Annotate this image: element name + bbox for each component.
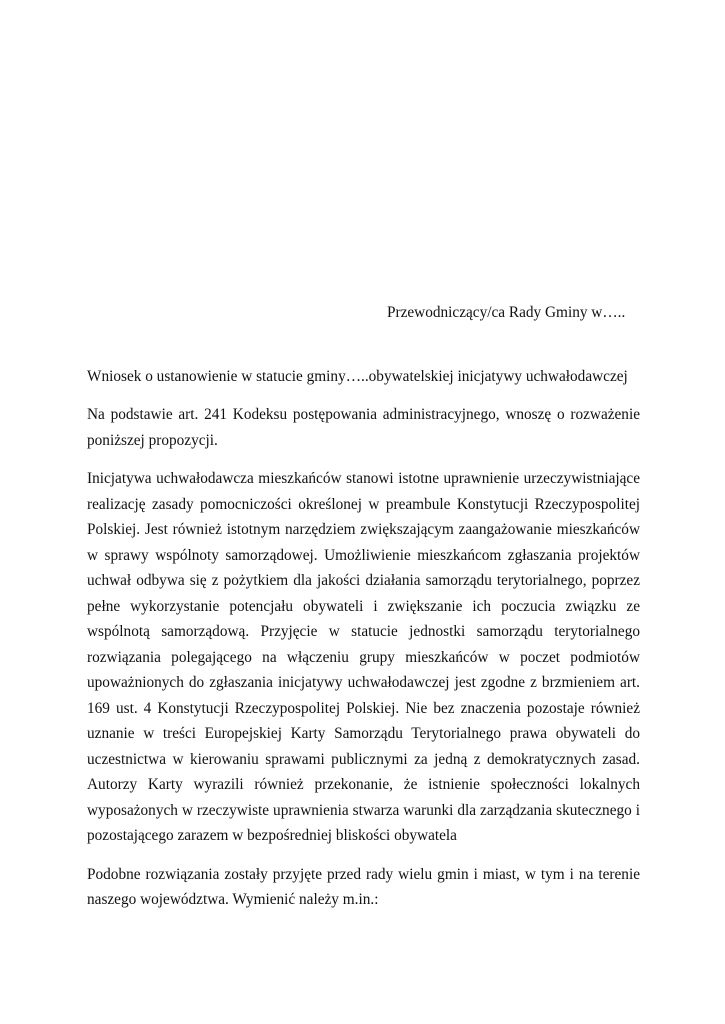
paragraph-legal-basis: Na podstawie art. 241 Kodeksu postępowania administracyjnego, wnoszę o rozważenie poniższej propozycji. xyxy=(87,406,640,449)
subject-line: Wniosek o ustanowienie w statucie gminy…..obywatelskiej inicjatywy uchwałodawczej xyxy=(87,368,628,385)
addressee-line: Przewodniczący/ca Rady Gminy w….. xyxy=(387,304,626,321)
paragraph-examples: Podobne rozwiązania zostały przyjęte przed rady wielu gmin i miast, w tym i na terenie naszego województwa. Wymienić należy m.in.: xyxy=(87,865,640,908)
document-body xyxy=(87,402,640,926)
paragraph-justification: Inicjatywa uchwałodawcza mieszkańców stanowi istotne uprawnienie urzeczywistniające realizację zasady pomocniczości określonej w preambule Konstytucji Rzeczypospolitej Polskiej. Jest również istotnym narzędziem zwiększającym zaangażowanie mieszkańców w sprawy wspólnoty samorządowej. Umożliwienie mieszkańcom zgłaszania projektów uchwał odbywa się z pożytkiem dla jakości działania samorządu terytorialnego, poprzez pełne wykorzystanie potencjału obywateli i zwiększanie ich poczucia związku ze wspólnotą samorządową. Przyjęcie w statucie jednostki samorządu terytorialnego rozwiązania polegającego na włączeniu grupy mieszkańców w poczet podmiotów upoważnionych do zgłaszania inicjatywy uchwałodawczej jest zgodne z brzmieniem art. 169 ust. 4 Konstytucji Rzeczypospolitej Polskiej. Nie bez znaczenia pozostaje również uznanie w treści Europejskiej Karty Samorządu Terytorialnego prawa obywateli do uczestnictwa w kierowaniu sprawami publicznymi za jedną z demokratycznych zasad. Autorzy Karty wyrazili również przekonanie, że istnienie społeczności lokalnych wyposażonych w rzeczywiste uprawnienia stwarza warunki dla zarządzania skutecznego i pozostającego zarazem w bezpośredniej bliskości obywatela xyxy=(87,470,640,844)
